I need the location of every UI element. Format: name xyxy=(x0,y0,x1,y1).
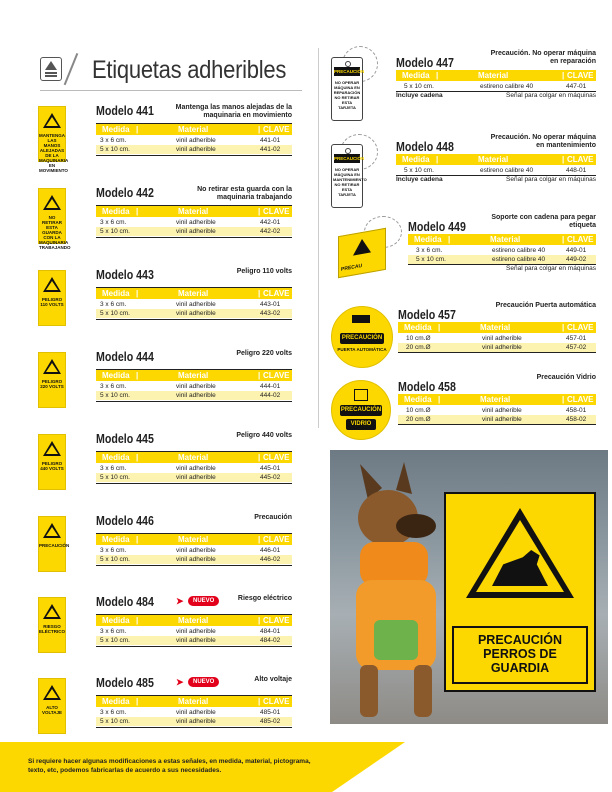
model-name: Modelo 446 xyxy=(96,514,154,528)
model-name: Modelo 458 xyxy=(398,380,456,394)
table-row: 5 x 10 cm. vinil adherible 446-02 xyxy=(96,555,292,564)
product-block xyxy=(96,104,292,164)
product-block xyxy=(96,186,292,246)
sign-thumbnail: PELIGRO 220 VOLTS xyxy=(38,352,66,408)
tag-image-447: PRECAUCIÓN NO OPERAR MÁQUINA EN REPARACIÓN NO RETIRAR ESTA TARJETA xyxy=(331,57,363,121)
model-description: Precaución. No operar máquina en reparación xyxy=(490,50,596,65)
table-row: 5 x 10 cm. estireno calibre 40 448-01 xyxy=(404,167,587,174)
table-row: 3 x 6 cm. vinil adherible 446-01 xyxy=(100,547,281,554)
label-icon xyxy=(40,57,62,81)
product-block xyxy=(96,514,292,574)
sign-thumbnail: PELIGRO 110 VOLTS xyxy=(38,270,66,326)
model-description: Peligro 440 volts xyxy=(236,432,292,439)
new-badge: NUEVO xyxy=(188,596,219,606)
sign-thumbnail: NO RETIRAR ESTA GUARDA CON LA MAQUINARIA TRABAJANDO xyxy=(38,188,66,244)
new-icon: ➤ xyxy=(176,677,184,687)
includes-chain: Incluye cadena xyxy=(396,176,443,183)
table-header: Medida | Material | CLAVE xyxy=(396,70,596,81)
table-header: Medida | Material | CLAVE xyxy=(96,370,292,381)
table-row: 5 x 10 cm. vinil adherible 443-02 xyxy=(96,309,292,318)
product-block xyxy=(96,350,292,410)
product-block xyxy=(96,268,292,328)
model-description: Mantenga las manos alejadas de la maquinaria en movimiento xyxy=(175,104,292,119)
divider xyxy=(96,646,292,647)
model-name: Modelo 448 xyxy=(396,140,454,154)
sign-thumbnail: MANTENGA LAS MANOS ALEJADAS DE LA MAQUINARIA EN MOVIMIENTO xyxy=(38,106,66,162)
new-icon: ➤ xyxy=(176,596,184,606)
table-header: Medida | Material | CLAVE xyxy=(96,124,292,135)
model-name: Modelo 443 xyxy=(96,268,154,282)
table-header: Medida | Material | CLAVE xyxy=(398,322,596,333)
table-row: 3 x 6 cm. vinil adherible 485-01 xyxy=(100,709,281,716)
divider xyxy=(398,424,596,425)
table-row: 5 x 10 cm. vinil adherible 445-02 xyxy=(96,473,292,482)
model-description: Soporte con cadena para pegar etiqueta xyxy=(491,214,596,229)
product-block xyxy=(96,432,292,492)
product-block xyxy=(396,134,596,194)
table-header: Medida | Material | CLAVE xyxy=(96,288,292,299)
table-row: 5 x 10 cm. vinil adherible 442-02 xyxy=(96,227,292,236)
table-row: 3 x 6 cm. estireno calibre 40 449-01 xyxy=(416,247,587,254)
product-block xyxy=(408,214,596,274)
header-divider xyxy=(40,90,302,91)
table-row: 5 x 10 cm. estireno calibre 40 449-02 xyxy=(408,255,596,264)
sign-holder-image-449: PRECAU xyxy=(338,228,386,278)
divider xyxy=(96,565,292,566)
model-description: Peligro 220 volts xyxy=(236,350,292,357)
table-row: 3 x 6 cm. vinil adherible 443-01 xyxy=(100,301,281,308)
table-header: Medida | Material | CLAVE xyxy=(398,394,596,405)
model-description: Peligro 110 volts xyxy=(236,268,292,275)
divider xyxy=(96,483,292,484)
table-header: Medida | Material | CLAVE xyxy=(408,234,596,245)
divider xyxy=(96,319,292,320)
tag-image-448: PRECAUCIÓN NO OPERAR MÁQUINA EN MANTENIMIENTO NO RETIRAR ESTA TARJETA xyxy=(331,144,363,208)
product-block xyxy=(396,50,596,110)
guard-dog-sign-text: PRECAUCIÓN PERROS DE GUARDIA xyxy=(452,626,588,684)
sign-thumbnail: RIESGO ELÉCTRICO xyxy=(38,597,66,653)
model-description: Precaución. No operar máquina en mantenimiento xyxy=(490,134,596,149)
sign-thumbnail: ALTO VOLTAJE xyxy=(38,678,66,734)
table-row: 10 cm.Ø vinil adherible 457-01 xyxy=(406,335,587,342)
table-row: 3 x 6 cm. vinil adherible 444-01 xyxy=(100,383,281,390)
guard-dog-photo xyxy=(330,450,608,724)
usage-note: Señal para colgar en máquinas xyxy=(506,92,596,99)
model-name: Modelo 442 xyxy=(96,186,154,200)
table-header: Medida | Material | CLAVE xyxy=(96,615,292,626)
table-row: 5 x 10 cm. vinil adherible 485-02 xyxy=(96,717,292,726)
product-block xyxy=(96,595,292,655)
table-row: 5 x 10 cm. vinil adherible 444-02 xyxy=(96,391,292,400)
table-row: 3 x 6 cm. vinil adherible 484-01 xyxy=(100,628,281,635)
model-description: Riesgo eléctrico xyxy=(237,595,292,602)
table-row: 3 x 6 cm. vinil adherible 445-01 xyxy=(100,465,281,472)
product-block xyxy=(96,676,292,736)
divider xyxy=(96,401,292,402)
page-title: Etiquetas adheribles xyxy=(92,56,287,84)
table-header: Medida | Material | CLAVE xyxy=(96,452,292,463)
model-name: Modelo 445 xyxy=(96,432,154,446)
table-row: 10 cm.Ø vinil adherible 458-01 xyxy=(406,407,587,414)
circle-sign-458: PRECAUCIÓN VIDRIO xyxy=(331,380,391,440)
table-header: Medida | Material | CLAVE xyxy=(96,696,292,707)
model-name: Modelo 441 xyxy=(96,104,154,118)
divider xyxy=(96,727,292,728)
table-row: 20 cm.Ø vinil adherible 457-02 xyxy=(398,343,596,352)
usage-note: Señal para colgar en máquinas xyxy=(506,265,596,272)
table-header: Medida | Material | CLAVE xyxy=(96,206,292,217)
model-name: Modelo 484 xyxy=(96,595,154,609)
table-row: 3 x 6 cm. vinil adherible 441-01 xyxy=(100,137,281,144)
model-description: Precaución Vidrio xyxy=(536,374,596,381)
footer-note: Si requiere hacer algunas modificaciones a estas señales, en medida, material, pictograma, texto, etc, podemos fabricarlas de acuerdo a sus necesidades. xyxy=(28,758,311,774)
column-divider xyxy=(318,48,319,428)
divider xyxy=(96,237,292,238)
model-description: Alto voltaje xyxy=(254,676,292,683)
header-slash xyxy=(64,53,78,85)
model-name: Modelo 447 xyxy=(396,56,454,70)
table-header: Medida | Material | CLAVE xyxy=(396,154,596,165)
model-name: Modelo 444 xyxy=(96,350,154,364)
includes-chain: Incluye cadena xyxy=(396,92,443,99)
dog-illustration xyxy=(338,460,448,722)
divider xyxy=(398,352,596,353)
divider xyxy=(96,155,292,156)
new-badge: NUEVO xyxy=(188,677,219,687)
table-header: Medida | Material | CLAVE xyxy=(96,534,292,545)
sign-thumbnail: PELIGRO 440 VOLTS xyxy=(38,434,66,490)
table-row: 5 x 10 cm. estireno calibre 40 447-01 xyxy=(404,83,587,90)
usage-note: Señal para colgar en máquinas xyxy=(506,176,596,183)
table-row: 5 x 10 cm. vinil adherible 441-02 xyxy=(96,145,292,154)
model-name: Modelo 485 xyxy=(96,676,154,690)
product-block xyxy=(398,374,596,434)
table-row: 5 x 10 cm. vinil adherible 484-02 xyxy=(96,636,292,645)
table-row: 20 cm.Ø vinil adherible 458-02 xyxy=(398,415,596,424)
model-name: Modelo 449 xyxy=(408,220,466,234)
table-row: 3 x 6 cm. vinil adherible 442-01 xyxy=(100,219,281,226)
model-description: No retirar esta guarda con la maquinaria trabajando xyxy=(197,186,292,201)
model-description: Precaución xyxy=(254,514,292,521)
model-name: Modelo 457 xyxy=(398,308,456,322)
guard-dog-sign xyxy=(444,492,596,692)
model-description: Precaución Puerta automática xyxy=(495,302,596,309)
circle-sign-457: PRECAUCIÓN PUERTA AUTOMÁTICA xyxy=(331,306,393,368)
product-block xyxy=(398,302,596,362)
sign-thumbnail: PRECAUCIÓN xyxy=(38,516,66,572)
